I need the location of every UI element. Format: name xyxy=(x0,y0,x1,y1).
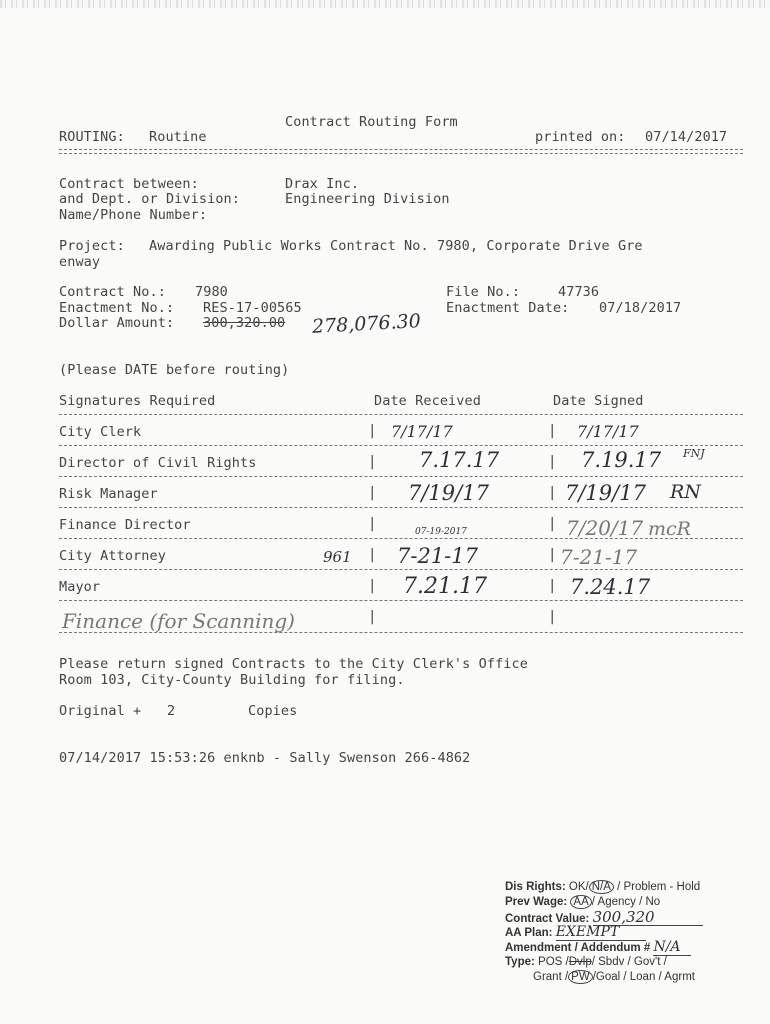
initials-civil-rights: FNJ xyxy=(683,447,705,460)
double-rule xyxy=(59,149,743,154)
received-city-attorney: 7-21-17 xyxy=(397,544,478,568)
stamp-type-line2 xyxy=(505,970,735,985)
project-label: Project: xyxy=(59,238,125,254)
routing-value: Routine xyxy=(149,129,207,145)
copies-count: 2 xyxy=(167,703,176,719)
table-rule xyxy=(59,569,743,570)
column-separator: | xyxy=(368,547,377,563)
dollar-value-handwritten: 278,076.30 xyxy=(311,310,422,338)
amendment-label: Amendment / Addendum # xyxy=(505,942,651,954)
row-role-city-clerk: City Clerk xyxy=(59,424,142,440)
contract-no-label: Contract No.: xyxy=(59,284,166,300)
print-stamp: 07/14/2017 15:53:26 enknb - Sally Swenson 266-4862 xyxy=(59,750,471,766)
row-role-city-attorney: City Attorney xyxy=(59,548,166,564)
header-date-signed: Date Signed xyxy=(553,393,644,409)
file-no-label: File No.: xyxy=(446,284,521,300)
enactment-date-value: 07/18/2017 xyxy=(599,300,682,316)
review-stamp xyxy=(505,880,735,985)
project-line2: enway xyxy=(59,254,101,270)
header-signatures: Signatures Required xyxy=(59,393,216,409)
stamp-amendment xyxy=(505,940,735,955)
dollar-label: Dollar Amount: xyxy=(59,315,175,331)
signed-mayor: 7.24.17 xyxy=(570,575,651,599)
amendment-hw: N/A xyxy=(653,940,691,956)
return-line-2: Room 103, City-County Building for filing. xyxy=(59,672,405,688)
table-rule xyxy=(59,600,743,601)
date-note: (Please DATE before routing) xyxy=(59,362,290,378)
type-pos: POS / xyxy=(538,956,569,968)
contract-no-value: 7980 xyxy=(195,284,228,300)
signed-city-attorney: 7-21-17 xyxy=(560,545,638,569)
original-label: Original + xyxy=(59,703,142,719)
type-rest2: /Goal / Loan / Agrmt xyxy=(592,971,695,983)
received-finance-director: 07-19-2017 xyxy=(415,527,467,537)
dis-rights-label: Dis Rights: xyxy=(505,881,566,893)
column-separator: | xyxy=(548,423,557,439)
file-no-value: 47736 xyxy=(558,284,600,300)
received-mayor: 7.21.17 xyxy=(403,574,487,599)
type-grant: Grant / xyxy=(533,971,569,983)
column-separator: | xyxy=(548,516,557,532)
initials-risk-manager: RN xyxy=(670,481,701,503)
form-title: Contract Routing Form xyxy=(285,114,458,130)
header-date-received: Date Received xyxy=(374,393,481,409)
initials-city-attorney: 961 xyxy=(323,548,352,566)
column-separator: | xyxy=(368,454,377,470)
enactment-no-value: RES-17-00565 xyxy=(203,300,302,316)
dept-label: and Dept. or Division: xyxy=(59,191,241,207)
column-separator: | xyxy=(368,578,377,594)
signed-city-clerk: 7/17/17 xyxy=(577,422,639,441)
dept-value: Engineering Division xyxy=(285,191,450,207)
row-role-finance-director: Finance Director xyxy=(59,517,191,533)
row-role-finance-scanning: Finance (for Scanning) xyxy=(62,609,295,633)
stamp-contract-value xyxy=(505,910,735,925)
scan-edge xyxy=(0,0,770,8)
project-line1: Awarding Public Works Contract No. 7980, Corporate Drive Gre xyxy=(149,238,643,254)
routing-label: ROUTING: xyxy=(59,129,125,145)
row-role-mayor: Mayor xyxy=(59,579,101,595)
contract-value-hw: 300,320 xyxy=(593,910,703,926)
printed-label: printed on: xyxy=(535,129,626,145)
column-separator: | xyxy=(548,578,557,594)
row-role-risk-manager: Risk Manager xyxy=(59,486,158,502)
prev-wage-label: Prev Wage: xyxy=(505,896,568,908)
prev-wage-rest: / Agency / No xyxy=(591,896,661,908)
aa-plan-hw: EXEMPT xyxy=(556,925,646,941)
initials-finance-director: mcR xyxy=(648,518,691,540)
name-phone-label: Name/Phone Number: xyxy=(59,207,208,223)
enactment-date-label: Enactment Date: xyxy=(446,300,570,316)
dis-rights-ok: OK xyxy=(568,881,586,893)
dis-rights-rest: / Problem - Hold xyxy=(617,881,701,893)
column-separator: | xyxy=(368,485,377,501)
contract-between-label: Contract between: xyxy=(59,176,199,192)
column-separator: | xyxy=(548,547,557,563)
dis-rights-na: N/A xyxy=(589,880,614,894)
printed-value: 07/14/2017 xyxy=(645,129,728,145)
type-label: Type: xyxy=(505,956,535,968)
row-role-civil-rights: Director of Civil Rights xyxy=(59,455,257,471)
column-separator: | xyxy=(368,423,377,439)
table-rule xyxy=(59,507,743,508)
column-separator: | xyxy=(548,454,557,470)
type-dvlp: Dvlp xyxy=(568,956,592,968)
table-rule xyxy=(59,476,743,477)
copies-label: Copies xyxy=(248,703,298,719)
table-rule xyxy=(59,632,743,633)
table-rule xyxy=(59,445,743,446)
column-separator: | xyxy=(548,609,557,625)
enactment-no-label: Enactment No.: xyxy=(59,300,175,316)
table-rule xyxy=(59,414,743,415)
received-civil-rights: 7.17.17 xyxy=(419,448,500,472)
received-risk-manager: 7/19/17 xyxy=(408,481,489,505)
column-separator: | xyxy=(368,609,377,625)
stamp-dis-rights: Dis Rights: OK/ N/A / Problem - Hold xyxy=(505,881,701,893)
contract-between-value: Drax Inc. xyxy=(285,176,360,192)
stamp-type xyxy=(505,955,735,970)
type-pw: PW xyxy=(568,970,593,984)
table-rule xyxy=(59,538,743,539)
prev-wage-aa: AA xyxy=(570,895,591,909)
type-rest1: / Sbdv / Gov't / xyxy=(591,956,667,968)
dollar-value-struck: 300,320.00 xyxy=(203,315,286,331)
column-separator: | xyxy=(548,485,557,501)
signed-risk-manager: 7/19/17 xyxy=(565,481,646,505)
column-separator: | xyxy=(368,516,377,532)
received-city-clerk: 7/17/17 xyxy=(391,422,453,441)
aa-plan-label: AA Plan: xyxy=(505,927,553,939)
return-line-1: Please return signed Contracts to the City Clerk's Office xyxy=(59,656,528,672)
stamp-aa-plan xyxy=(505,925,735,940)
contract-value-label: Contract Value: xyxy=(505,913,590,925)
signed-finance-director: 7/20/17 xyxy=(566,516,644,540)
signed-civil-rights: 7.19.17 xyxy=(581,448,662,472)
